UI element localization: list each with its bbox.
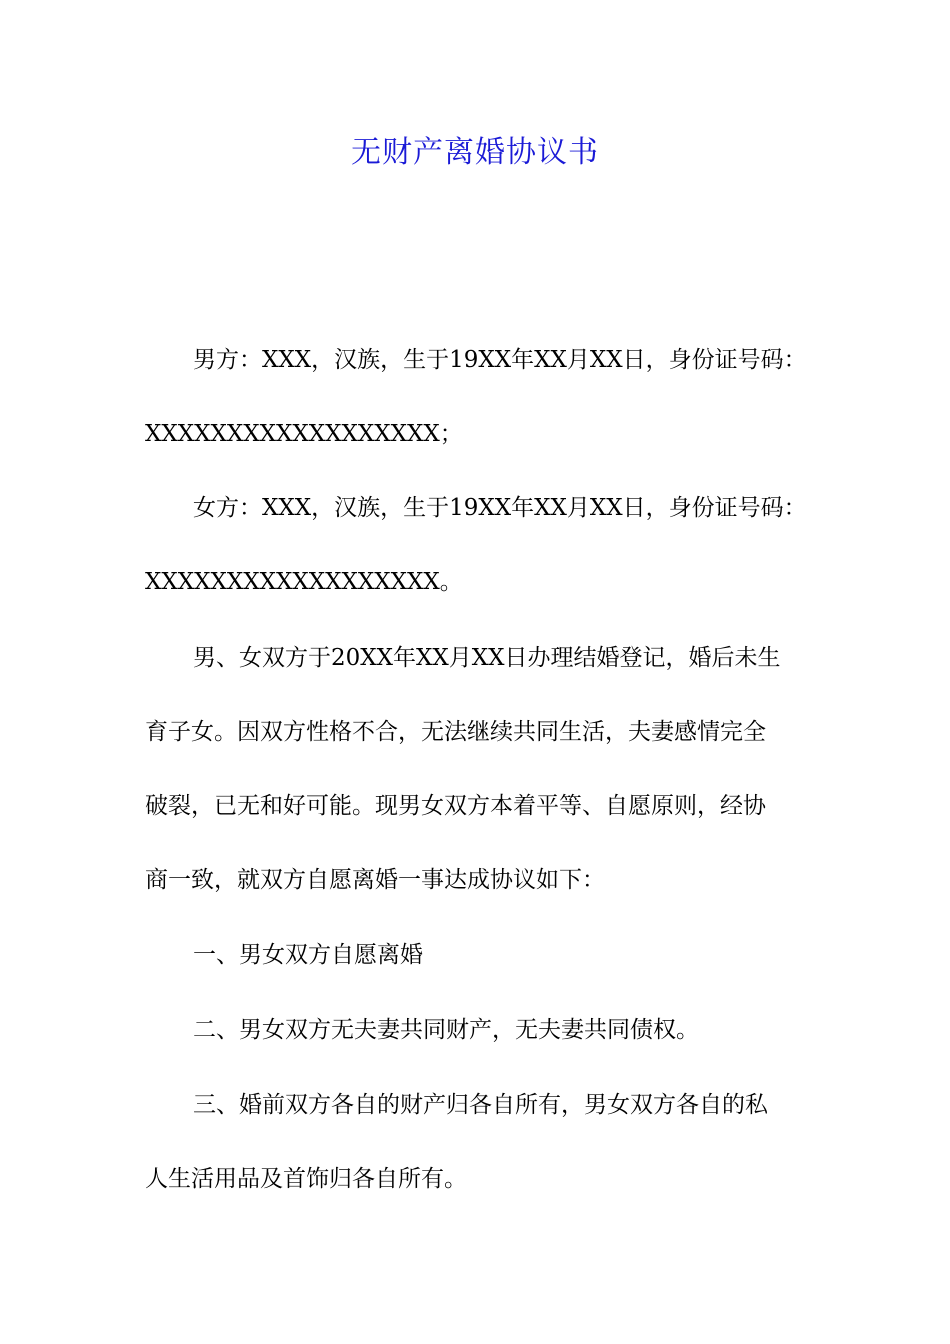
- paragraph-line: XXXXXXXXXXXXXXXXXX。: [145, 569, 463, 595]
- paragraph-line: XXXXXXXXXXXXXXXXXX；: [145, 421, 463, 447]
- paragraph-line: 男、女双方于20XX年XX月XX日办理结婚登记，婚后未生: [193, 645, 781, 671]
- paragraph-line: 商一致，就双方自愿离婚一事达成协议如下：: [145, 867, 605, 893]
- paragraph-line: 育子女。因双方性格不合，无法继续共同生活，夫妻感情完全: [145, 719, 766, 745]
- paragraph-line: 三、婚前双方各自的财产归各自所有，男女双方各自的私: [193, 1092, 768, 1118]
- document-title: 无财产离婚协议书: [351, 135, 599, 170]
- paragraph-line: 一、男女双方自愿离婚: [193, 942, 423, 968]
- paragraph-line: 男方：XXX，汉族，生于19XX年XX月XX日，身份证号码：: [193, 347, 807, 373]
- paragraph-line: 人生活用品及首饰归各自所有。: [145, 1166, 467, 1192]
- paragraph-line: 破裂，已无和好可能。现男女双方本着平等、自愿原则，经协: [145, 793, 766, 819]
- paragraph-line: 二、男女双方无夫妻共同财产，无夫妻共同债权。: [193, 1017, 699, 1043]
- paragraph-line: 女方：XXX，汉族，生于19XX年XX月XX日，身份证号码：: [193, 495, 807, 521]
